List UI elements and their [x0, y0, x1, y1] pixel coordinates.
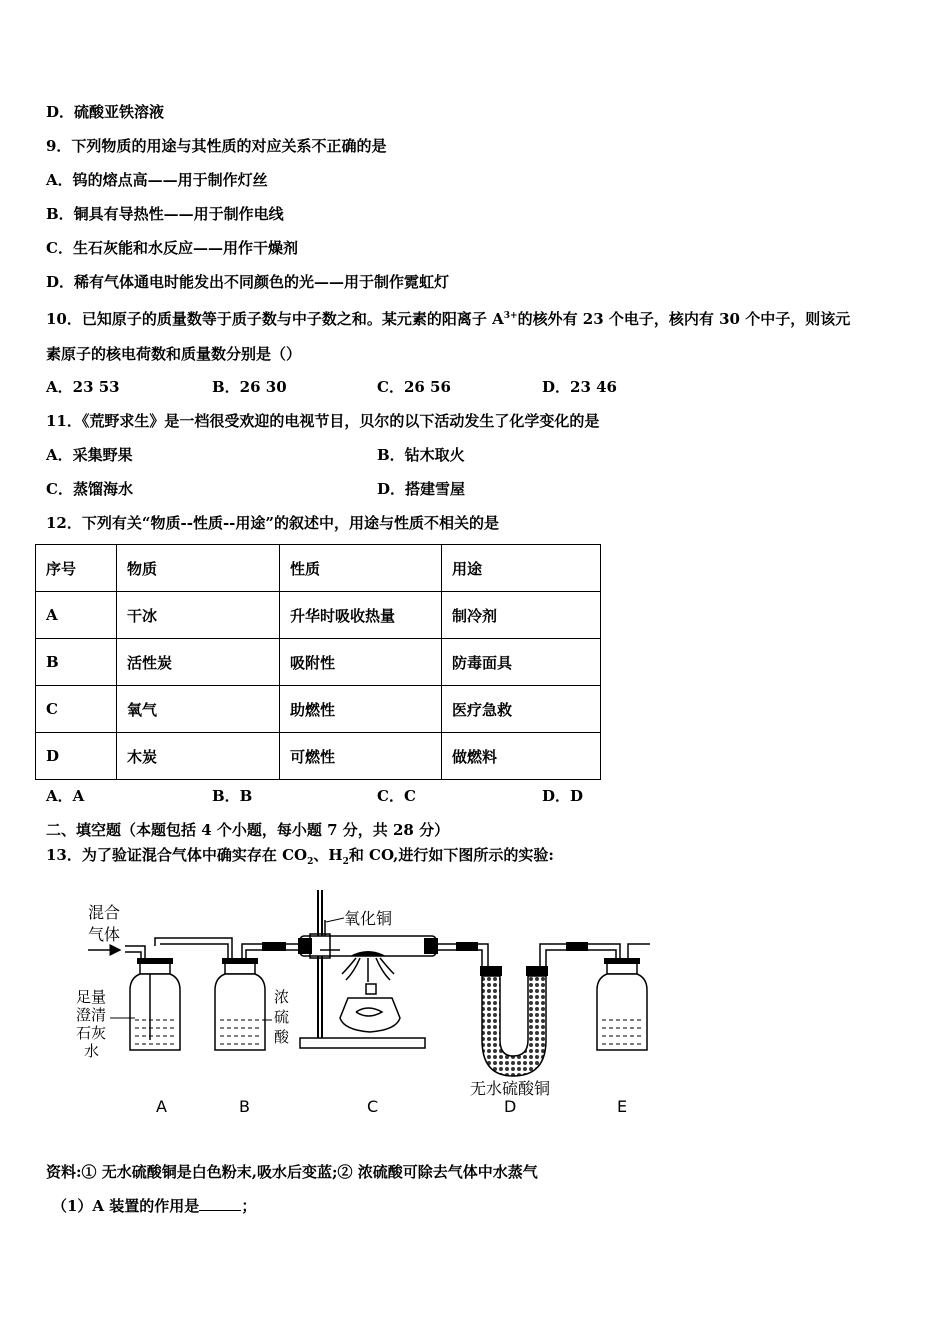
acid-label-line3: 酸	[274, 1028, 290, 1046]
table-cell: B	[36, 639, 117, 686]
table-cell: 可燃性	[280, 733, 442, 780]
q12-option-c: C．C	[377, 787, 416, 805]
q13-subquestion-1: （1）A 装置的作用是 ；	[52, 1197, 257, 1215]
section-2-title: 二、填空题（本题包括 4 个小题，每小题 7 分，共 28 分）	[46, 821, 450, 839]
q11-option-b: B．钻木取火	[377, 446, 465, 464]
table-cell: 防毒面具	[442, 639, 601, 686]
q12-option-a: A．A	[46, 787, 85, 805]
answer-blank[interactable]	[199, 1196, 241, 1211]
limewater-label-line2: 澄清	[76, 1006, 107, 1024]
bottle-b	[215, 958, 272, 1050]
q12-table	[35, 544, 601, 780]
table-cell: A	[36, 592, 117, 639]
limewater-label-line1: 足量	[76, 988, 107, 1006]
tube-connector	[456, 942, 478, 951]
q9-option-a: A．钨的熔点高——用于制作灯丝	[46, 171, 268, 189]
table-header-cell: 性质	[280, 545, 442, 592]
table-cell: 木炭	[117, 733, 280, 780]
acid-label-line2: 硫	[274, 1008, 290, 1026]
q9-option-d: D．稀有气体通电时能发出不同颜色的光——用于制作霓虹灯	[46, 273, 450, 291]
copper-oxide-pointer	[326, 918, 344, 922]
table-cell: 医疗急救	[442, 686, 601, 733]
q8-option-d: D．硫酸亚铁溶液	[46, 103, 165, 121]
experiment-apparatus-diagram	[0, 880, 700, 1125]
table-cell: 助燃性	[280, 686, 442, 733]
q9-stem: 9．下列物质的用途与其性质的对应关系不正确的是	[46, 137, 387, 155]
table-cell: 氧气	[117, 686, 280, 733]
limewater-label-line4: 水	[84, 1042, 100, 1060]
table-cell: 做燃料	[442, 733, 601, 780]
q12-option-b: B．B	[212, 787, 253, 805]
gas-inlet-label-line1: 混合	[88, 903, 121, 922]
table-cell: 吸附性	[280, 639, 442, 686]
table-header-cell: 序号	[36, 545, 117, 592]
q13-stem: 13．为了验证混合气体中确实存在 $CO_2$、$H_2$和 CO,进行如下图所示的实验:	[46, 846, 554, 867]
table-cell: 活性炭	[117, 639, 280, 686]
copper-oxide-label: 氧化铜	[344, 909, 393, 928]
q10-option-a: A．23 53	[46, 378, 120, 396]
tube-connector	[566, 942, 588, 951]
limewater-label-line3: 石灰	[76, 1024, 107, 1042]
table-cell: D	[36, 733, 117, 780]
gas-inlet-label-line2: 气体	[88, 925, 121, 944]
apparatus-label-c: C	[367, 1097, 379, 1116]
table-row	[36, 639, 601, 686]
q9-option-b: B．铜具有导热性——用于制作电线	[46, 205, 284, 223]
table-header-row	[36, 545, 601, 592]
q10-stem: 10．已知原子的质量数等于质子数与中子数之和。某元素的阳离子 $A^{3+}$的核外有 23 个电子，核内有 30 个中子，则该元	[46, 310, 851, 328]
table-row	[36, 592, 601, 639]
q10-option-b: B．26 30	[212, 378, 287, 396]
table-row	[36, 733, 601, 780]
q12-option-d: D．D	[542, 787, 584, 805]
apparatus-label-e: E	[617, 1097, 628, 1116]
q11-option-a: A．采集野果	[46, 446, 133, 464]
table-cell: 制冷剂	[442, 592, 601, 639]
q11-option-d: D．搭建雪屋	[377, 480, 466, 498]
q10-stem-line2: 素原子的核电荷数和质量数分别是（）	[46, 345, 302, 363]
bottle-a	[110, 958, 180, 1050]
q11-option-c: C．蒸馏海水	[46, 480, 133, 498]
table-cell: 干冰	[117, 592, 280, 639]
table-row	[36, 686, 601, 733]
q10-option-d: D．23 46	[542, 378, 617, 396]
bottle-e	[597, 958, 647, 1050]
q11-stem: 11．《荒野求生》是一档很受欢迎的电视节目，贝尔的以下活动发生了化学变化的是	[46, 412, 600, 430]
tube-connector	[262, 942, 286, 951]
acid-label-line1: 浓	[274, 988, 290, 1006]
anhydrous-cuso4-label: 无水硫酸铜	[470, 1079, 551, 1098]
q13-info: 资料:① 无水硫酸铜是白色粉末,吸水后变蓝;② 浓硫酸可除去气体中水蒸气	[46, 1163, 538, 1181]
table-header-cell: 用途	[442, 545, 601, 592]
apparatus-label-d: D	[504, 1097, 517, 1116]
u-tube-d	[480, 966, 548, 1076]
q9-option-c: C．生石灰能和水反应——用作干燥剂	[46, 239, 298, 257]
apparatus-label-b: B	[239, 1097, 250, 1116]
table-cell: C	[36, 686, 117, 733]
apparatus-label-a: A	[156, 1097, 167, 1116]
table-cell: 升华时吸收热量	[280, 592, 442, 639]
q10-option-c: C．26 56	[377, 378, 451, 396]
q12-stem: 12．下列有关“物质--性质--用途”的叙述中，用途与性质不相关的是	[46, 514, 500, 532]
table-header-cell: 物质	[117, 545, 280, 592]
